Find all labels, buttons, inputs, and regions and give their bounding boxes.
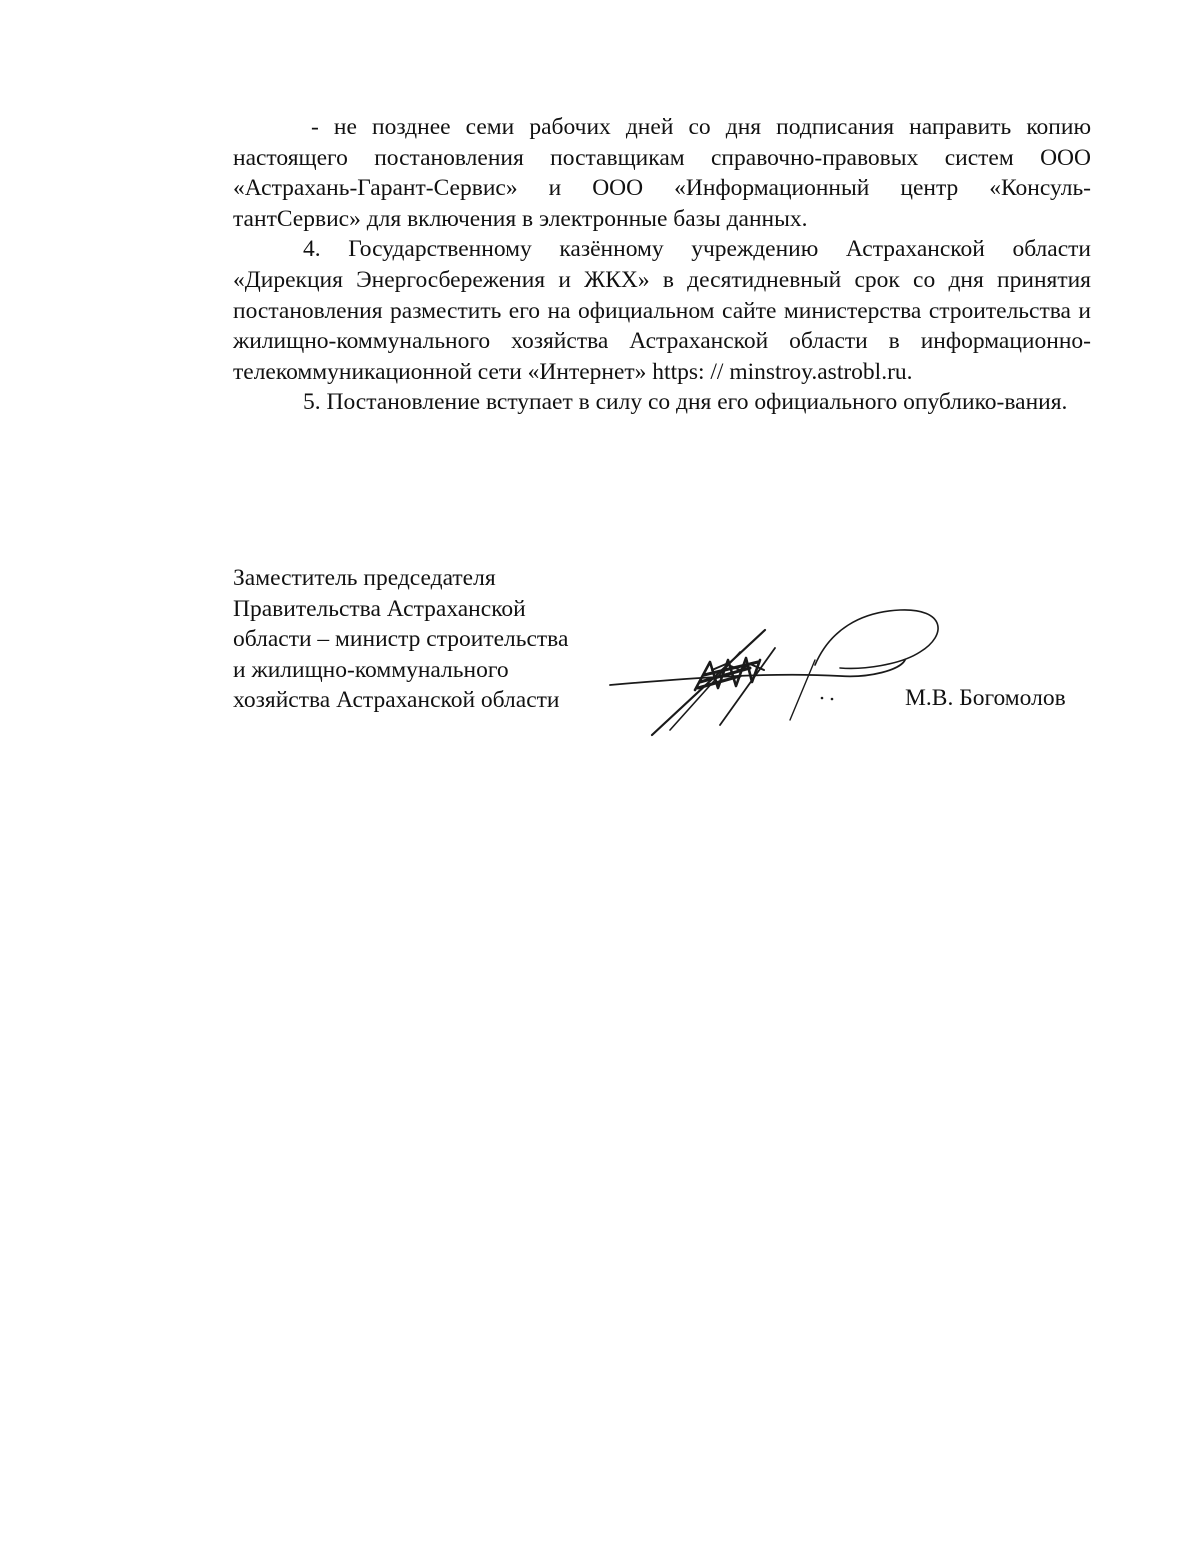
paragraph-copy-distribution: - не позднее семи рабочих дней со дня подписания направить копию настоящего постановления поставщикам справочно-правовых систем ООО «Астрахань-Гарант-Сервис» и ООО «Информационный центр «Консуль-тантСервис» для включения в электронные базы данных. xyxy=(233,114,1091,232)
paragraph-4-website-publication: 4. Государственному казённому учреждению Астраханской области «Дирекция Энергосбережения и ЖКХ» в десятидневный срок со дня принятия постановления разместить его на официальном сайте министерства строительства и жилищно-коммунального хозяйства Астраханской области в информационно-телекоммуникационной сети «Интернет» https: // minstroy.astrobl.ru. xyxy=(233,236,1091,385)
document-body xyxy=(233,112,1091,418)
position-line: хозяйства Астраханской области xyxy=(233,687,560,714)
position-line: и жилищно-коммунального xyxy=(233,656,509,683)
signer-position-title xyxy=(233,563,633,716)
paragraph-5-effective-date: 5. Постановление вступает в силу со дня его официального опублико-вания. xyxy=(303,389,1068,416)
position-line: области – министр строительства xyxy=(233,626,569,653)
handwritten-signature xyxy=(600,590,960,750)
signer-name: М.В. Богомолов xyxy=(905,685,1066,711)
position-line: Правительства Астраханской xyxy=(233,595,526,622)
position-line: Заместитель председателя xyxy=(233,565,496,591)
